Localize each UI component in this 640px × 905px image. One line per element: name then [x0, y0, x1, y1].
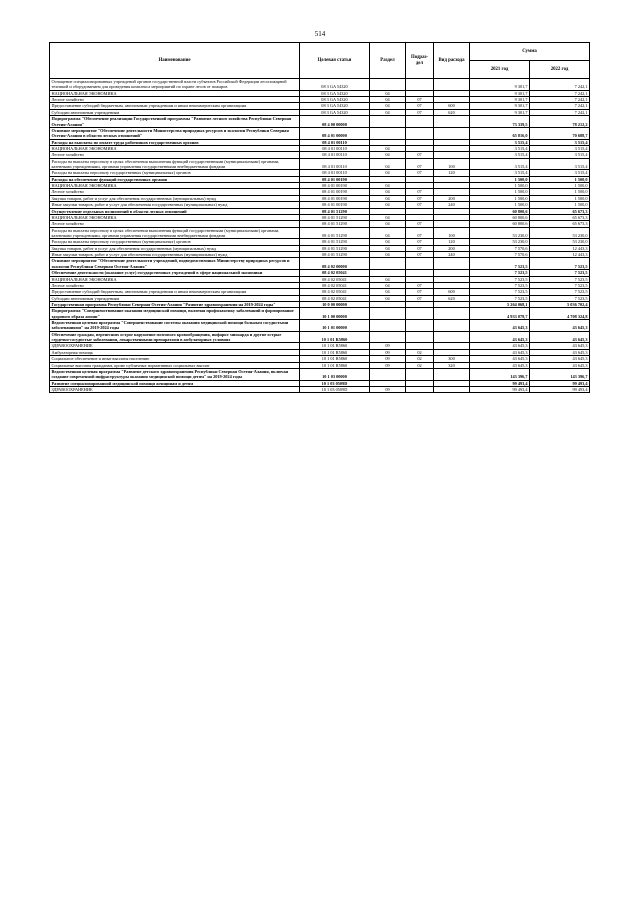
cell-sum-2022: 1 500,0 [530, 176, 590, 182]
cell-sum-2021: 143 396,7 [470, 368, 530, 380]
cell-sum-2022: 4 708 324,8 [530, 308, 590, 320]
cell-sum-2022: 1 500,0 [530, 195, 590, 201]
cell-subsection: 07 [406, 252, 434, 258]
cell-name: Ведомственная целевая программа "Развитие детского здравоохранения Республики Северная Осетия-Алания, включая создание современной инфраструктуры оказания медицинской помощи детям" на 2019-2024 годы [50, 368, 300, 380]
cell-sum-2022: 7 242,1 [530, 109, 590, 115]
cell-sum-2021: 43 645,3 [470, 320, 530, 332]
cell-target-article: 08 4 01 00110 [300, 170, 370, 176]
header-year-2021: 2021 год [470, 61, 530, 79]
cell-sum-2021: 1 500,0 [470, 202, 530, 208]
cell-sum-2021: 1 500,0 [470, 195, 530, 201]
cell-name: Государственная программа Республики Северная Осетия-Алания "Развитие здравоохранения на 2019-2024 годы" [50, 301, 300, 307]
cell-sum-2021: 9 301,7 [470, 103, 530, 109]
cell-sum-2021: 9 301,7 [470, 109, 530, 115]
cell-target-article: 10 1 01 R5860 [300, 362, 370, 368]
cell-name: Развитие специализированной медицинской помощи женщинам и детям [50, 380, 300, 386]
cell-sum-2022: 43 645,3 [530, 343, 590, 349]
cell-subsection: 07 [406, 295, 434, 301]
cell-expense-type [434, 127, 470, 139]
cell-subsection: 07 [406, 282, 434, 288]
cell-name: ЗДРАВООХРАНЕНИЕ [50, 386, 300, 392]
cell-section: 04 [370, 227, 406, 239]
cell-target-article: 08 4 01 51290 [300, 245, 370, 251]
cell-sum-2021: 1 500,0 [470, 176, 530, 182]
cell-section: 04 [370, 214, 406, 220]
cell-target-article: 10 1 03 00000 [300, 368, 370, 380]
cell-name: Подпрограмма "Совершенствование оказания медицинской помощи, включая профилактику заболеваний и формирование здорового образа жизни" [50, 308, 300, 320]
cell-subsection [406, 368, 434, 380]
cell-name: Расходы на обеспечение функций государственных органов [50, 176, 300, 182]
cell-target-article: 08 4 01 00110 [300, 152, 370, 158]
cell-subsection [406, 386, 434, 392]
cell-target-article: 10 1 03 0509D [300, 386, 370, 392]
cell-section [370, 320, 406, 332]
cell-subsection: 02 [406, 356, 434, 362]
cell-subsection: 07 [406, 109, 434, 115]
cell-subsection: 07 [406, 227, 434, 239]
table-row [50, 158, 590, 170]
cell-name: НАЦИОНАЛЬНАЯ ЭКОНОМИКА [50, 145, 300, 151]
table-row [50, 79, 590, 91]
cell-sum-2021: 1 500,0 [470, 183, 530, 189]
cell-target-article: 08 4 01 00110 [300, 145, 370, 151]
cell-name: НАЦИОНАЛЬНАЯ ЭКОНОМИКА [50, 276, 300, 282]
cell-sum-2022: 1 500,0 [530, 183, 590, 189]
cell-name: Обеспечение деятельности (оказание услуг) государственных учреждений в сфере национальной экономики [50, 270, 300, 276]
cell-expense-type [434, 79, 470, 91]
table-row [50, 258, 590, 270]
cell-expense-type [434, 386, 470, 392]
cell-name: Субсидии автономным учреждениям [50, 109, 300, 115]
cell-sum-2022: 65 673,3 [530, 214, 590, 220]
cell-sum-2021: 7 523,5 [470, 276, 530, 282]
cell-target-article: 08 4 01 00190 [300, 183, 370, 189]
cell-sum-2021: 60 800,6 [470, 208, 530, 214]
cell-sum-2022: 3 515,4 [530, 145, 590, 151]
cell-expense-type [434, 320, 470, 332]
cell-section [370, 308, 406, 320]
cell-section: 04 [370, 109, 406, 115]
cell-target-article: 08 4 02 05041 [300, 282, 370, 288]
cell-sum-2021: 60 800,6 [470, 214, 530, 220]
cell-target-article: 08 4 01 51290 [300, 227, 370, 239]
cell-target-article: 08 4 01 00190 [300, 189, 370, 195]
cell-section: 04 [370, 183, 406, 189]
cell-target-article: 08 4 01 00110 [300, 139, 370, 145]
cell-name: Расходы на выплаты персоналу в целях обеспечения выполнения функций государственными (муниципальными) органами, казенными учреждениями, органами управления государственными внебюджетными фондами [50, 227, 300, 239]
cell-target-article: 08 4 01 00000 [300, 127, 370, 139]
table-row [50, 308, 590, 320]
cell-sum-2022: 3 515,4 [530, 139, 590, 145]
budget-table [49, 42, 590, 393]
cell-section: 04 [370, 195, 406, 201]
cell-section: 04 [370, 295, 406, 301]
cell-target-article: 08 4 01 51290 [300, 208, 370, 214]
cell-target-article: 08 4 02 05041 [300, 289, 370, 295]
cell-target-article: 08 4 01 51290 [300, 221, 370, 227]
cell-sum-2021: 65 816,0 [470, 127, 530, 139]
cell-sum-2022: 3 515,4 [530, 158, 590, 170]
cell-expense-type: 120 [434, 170, 470, 176]
cell-section: 04 [370, 202, 406, 208]
cell-target-article: 08 4 01 00110 [300, 158, 370, 170]
cell-name: Лесное хозяйство [50, 221, 300, 227]
cell-name: Обеспечение граждан, перенесших острое нарушение мозгового кровообращения, инфаркт миокарда и другие острые сердечно-сосудистые заболевания, лекарственными препаратами в амбулаторных условиях [50, 331, 300, 343]
cell-name: Осуществление отдельных полномочий в области лесных отношений [50, 208, 300, 214]
cell-name: Закупка товаров, работ и услуг для обеспечения государственных (муниципальных) нужд [50, 195, 300, 201]
cell-section: 04 [370, 245, 406, 251]
cell-subsection: 07 [406, 152, 434, 158]
cell-target-article: 08 3 GA 54320 [300, 79, 370, 91]
cell-section: 04 [370, 97, 406, 103]
cell-target-article: 08 4 01 51290 [300, 252, 370, 258]
cell-sum-2022: 7 523,5 [530, 270, 590, 276]
cell-target-article: 10 0 00 00000 [300, 301, 370, 307]
cell-subsection: 07 [406, 202, 434, 208]
cell-subsection: 07 [406, 239, 434, 245]
cell-target-article: 08 4 00 00000 [300, 116, 370, 128]
cell-sum-2021: 5 264 068,1 [470, 301, 530, 307]
cell-section: 09 [370, 343, 406, 349]
cell-target-article: 10 1 01 R5860 [300, 343, 370, 349]
cell-name: ЗДРАВООХРАНЕНИЕ [50, 343, 300, 349]
cell-sum-2022: 70 688,7 [530, 127, 590, 139]
cell-target-article: 08 3 GA 54320 [300, 103, 370, 109]
cell-target-article: 08 4 01 51290 [300, 214, 370, 220]
cell-section: 04 [370, 252, 406, 258]
cell-sum-2022: 53 230,0 [530, 227, 590, 239]
cell-name: Расходы на выплаты персоналу государственных (муниципальных) органов [50, 170, 300, 176]
header-section: Раздел [370, 43, 406, 79]
cell-name: Основное мероприятие "Обеспечение деятельности Министерства природных ресурсов и экологии Республики Северная Осетия-Алания в области лесных отношений" [50, 127, 300, 139]
cell-sum-2022: 3 515,4 [530, 170, 590, 176]
cell-sum-2021: 7 523,5 [470, 282, 530, 288]
cell-subsection: 07 [406, 170, 434, 176]
cell-target-article: 08 3 GA 54320 [300, 109, 370, 115]
cell-section: 04 [370, 221, 406, 227]
cell-name: Оснащение специализированных учреждений органов государственной власти субъектов Российской Федерации лесопожарной техникой и оборудованием для проведения комплекса мероприятий по охране лесов от пожаров [50, 79, 300, 91]
cell-expense-type: 300 [434, 356, 470, 362]
cell-name: НАЦИОНАЛЬНАЯ ЭКОНОМИКА [50, 214, 300, 220]
cell-expense-type: 620 [434, 295, 470, 301]
cell-section: 04 [370, 152, 406, 158]
cell-name: Социальные выплаты гражданам, кроме публичных нормативных социальных выплат [50, 362, 300, 368]
cell-name: Ведомственная целевая программа "Совершенствование системы оказания медицинской помощи больным сосудистыми заболеваниями" на 2019-2024 годы [50, 320, 300, 332]
cell-sum-2022: 143 396,7 [530, 368, 590, 380]
cell-name: Иные закупки товаров, работ и услуг для обеспечения государственных (муниципальных) нужд [50, 202, 300, 208]
cell-name: Предоставление субсидий бюджетным, автономным учреждениям и иным некоммерческим организациям [50, 289, 300, 295]
cell-section: 04 [370, 289, 406, 295]
cell-name: Амбулаторная помощь [50, 349, 300, 355]
cell-subsection [406, 127, 434, 139]
cell-expense-type: 320 [434, 362, 470, 368]
cell-sum-2022: 43 645,3 [530, 331, 590, 343]
cell-sum-2022: 12 443,3 [530, 245, 590, 251]
cell-expense-type [434, 368, 470, 380]
cell-section [370, 368, 406, 380]
cell-sum-2021: 7 523,5 [470, 270, 530, 276]
cell-sum-2022: 43 645,3 [530, 320, 590, 332]
cell-sum-2022: 65 673,3 [530, 221, 590, 227]
cell-section: 04 [370, 145, 406, 151]
cell-sum-2022: 7 242,1 [530, 97, 590, 103]
cell-section: 09 [370, 362, 406, 368]
cell-name: Основное мероприятие "Обеспечение деятельности учреждений, подведомственных Министерству природных ресурсов и экологии Республики Северная Осетия-Алания" [50, 258, 300, 270]
cell-target-article: 10 1 01 00000 [300, 320, 370, 332]
cell-sum-2021: 53 230,0 [470, 239, 530, 245]
cell-name: Расходы на выплаты персоналу в целях обеспечения выполнения функций государственными (муниципальными) органами, казенными учреждениями, органами управления государственными внебюджетными фондами [50, 158, 300, 170]
cell-expense-type [434, 258, 470, 270]
cell-name: Лесное хозяйство [50, 189, 300, 195]
cell-sum-2022: 99 493,4 [530, 386, 590, 392]
cell-section: 04 [370, 170, 406, 176]
cell-target-article: 08 4 01 00190 [300, 195, 370, 201]
cell-target-article: 08 4 01 51290 [300, 239, 370, 245]
cell-sum-2021: 43 645,3 [470, 356, 530, 362]
cell-subsection: 07 [406, 289, 434, 295]
cell-target-article: 08 4 02 05041 [300, 276, 370, 282]
cell-sum-2021: 3 515,4 [470, 170, 530, 176]
cell-name: Субсидии автономным учреждениям [50, 295, 300, 301]
cell-sum-2022: 12 443,3 [530, 252, 590, 258]
cell-sum-2022: 7 523,5 [530, 258, 590, 270]
cell-sum-2022: 43 645,3 [530, 356, 590, 362]
cell-target-article: 10 1 01 R5860 [300, 356, 370, 362]
cell-sum-2021: 43 645,3 [470, 349, 530, 355]
cell-target-article: 08 3 GA 54320 [300, 97, 370, 103]
cell-sum-2022: 65 673,3 [530, 208, 590, 214]
cell-section [370, 258, 406, 270]
cell-section: 04 [370, 189, 406, 195]
cell-sum-2021: 4 933 079,7 [470, 308, 530, 320]
cell-sum-2022: 3 515,4 [530, 152, 590, 158]
table-row [50, 320, 590, 332]
cell-sum-2021: 3 515,4 [470, 152, 530, 158]
cell-sum-2021: 3 515,4 [470, 145, 530, 151]
cell-sum-2022: 99 493,4 [530, 380, 590, 386]
cell-expense-type [434, 331, 470, 343]
cell-section: 04 [370, 103, 406, 109]
cell-sum-2022: 43 645,3 [530, 362, 590, 368]
header-expense-type: Вид расхода [434, 43, 470, 79]
cell-expense-type: 120 [434, 239, 470, 245]
cell-sum-2021: 7 523,5 [470, 258, 530, 270]
cell-sum-2021: 53 230,0 [470, 227, 530, 239]
cell-sum-2022: 7 523,5 [530, 276, 590, 282]
cell-subsection: 07 [406, 158, 434, 170]
cell-sum-2022: 1 500,0 [530, 202, 590, 208]
cell-section: 04 [370, 276, 406, 282]
cell-name: НАЦИОНАЛЬНАЯ ЭКОНОМИКА [50, 90, 300, 96]
cell-target-article: 08 4 01 00190 [300, 202, 370, 208]
cell-sum-2021: 1 500,0 [470, 189, 530, 195]
table-body [50, 79, 590, 393]
cell-subsection: 07 [406, 245, 434, 251]
cell-sum-2021: 43 645,3 [470, 343, 530, 349]
cell-subsection: 07 [406, 221, 434, 227]
cell-name: Расходы на выплаты персоналу государственных (муниципальных) органов [50, 239, 300, 245]
cell-target-article: 08 3 GA 54320 [300, 90, 370, 96]
cell-sum-2022: 7 242,1 [530, 90, 590, 96]
cell-name: Расходы на выплаты по оплате труда работников государственных органов [50, 139, 300, 145]
cell-section: 04 [370, 282, 406, 288]
cell-sum-2022: 7 523,5 [530, 295, 590, 301]
cell-sum-2021: 7 570,6 [470, 252, 530, 258]
cell-subsection: 07 [406, 97, 434, 103]
cell-name: Лесное хозяйство [50, 97, 300, 103]
table-row [50, 368, 590, 380]
header-name: Наименование [50, 43, 300, 79]
cell-target-article: 10 1 01 R5860 [300, 349, 370, 355]
cell-sum-2021: 43 645,3 [470, 331, 530, 343]
cell-sum-2022: 7 242,1 [530, 79, 590, 91]
cell-sum-2022: 7 523,5 [530, 289, 590, 295]
cell-name: Подпрограмма "Обеспечение реализации Государственной программы "Развитие лесного хозяйства Республики Северная Осетия-Алания" [50, 116, 300, 128]
table-row [50, 116, 590, 128]
cell-expense-type: 100 [434, 227, 470, 239]
cell-sum-2021: 60 800,6 [470, 221, 530, 227]
cell-sum-2021: 3 515,4 [470, 139, 530, 145]
cell-subsection: 02 [406, 349, 434, 355]
cell-sum-2021: 99 493,4 [470, 380, 530, 386]
cell-name: Предоставление субсидий бюджетным, автономным учреждениям и иным некоммерческим организациям [50, 103, 300, 109]
cell-name: Социальное обеспечение и иные выплаты населению [50, 356, 300, 362]
cell-sum-2021: 99 493,4 [470, 386, 530, 392]
cell-section: 09 [370, 356, 406, 362]
cell-sum-2021: 9 301,7 [470, 97, 530, 103]
cell-sum-2022: 53 230,0 [530, 239, 590, 245]
header-subsection: Подраз-дел [406, 43, 434, 79]
cell-name: Закупка товаров, работ и услуг для обеспечения государственных (муниципальных) нужд [50, 245, 300, 251]
cell-expense-type [434, 116, 470, 128]
cell-expense-type: 200 [434, 245, 470, 251]
cell-sum-2021: 9 301,7 [470, 79, 530, 91]
cell-section: 04 [370, 239, 406, 245]
cell-sum-2022: 43 645,3 [530, 349, 590, 355]
cell-expense-type: 600 [434, 289, 470, 295]
cell-section [370, 331, 406, 343]
header-year-2022: 2022 год [530, 61, 590, 79]
table-row [50, 227, 590, 239]
cell-section [370, 79, 406, 91]
header-sum: Сумма [470, 43, 590, 61]
cell-target-article: 08 4 02 05041 [300, 270, 370, 276]
cell-expense-type: 200 [434, 195, 470, 201]
cell-expense-type: 240 [434, 252, 470, 258]
cell-subsection [406, 320, 434, 332]
cell-sum-2022: 1 500,0 [530, 189, 590, 195]
cell-expense-type: 620 [434, 109, 470, 115]
cell-sum-2021: 7 570,6 [470, 245, 530, 251]
cell-subsection [406, 308, 434, 320]
cell-sum-2021: 3 515,4 [470, 158, 530, 170]
cell-name: НАЦИОНАЛЬНАЯ ЭКОНОМИКА [50, 183, 300, 189]
cell-sum-2022: 7 242,1 [530, 103, 590, 109]
cell-section: 09 [370, 349, 406, 355]
cell-subsection [406, 331, 434, 343]
cell-target-article: 08 4 02 00000 [300, 258, 370, 270]
cell-section [370, 127, 406, 139]
cell-subsection [406, 116, 434, 128]
cell-expense-type: 240 [434, 202, 470, 208]
cell-expense-type [434, 308, 470, 320]
cell-sum-2022: 78 212,2 [530, 116, 590, 128]
cell-sum-2021: 9 301,7 [470, 90, 530, 96]
cell-sum-2021: 7 523,5 [470, 289, 530, 295]
cell-name: Лесное хозяйство [50, 152, 300, 158]
table-row [50, 331, 590, 343]
cell-target-article: 10 1 00 00000 [300, 308, 370, 320]
cell-name: Иные закупки товаров, работ и услуг для обеспечения государственных (муниципальных) нужд [50, 252, 300, 258]
cell-sum-2022: 7 523,5 [530, 282, 590, 288]
cell-section: 09 [370, 386, 406, 392]
cell-section [370, 116, 406, 128]
cell-sum-2021: 7 523,5 [470, 295, 530, 301]
cell-sum-2021: 43 645,3 [470, 362, 530, 368]
cell-target-article: 10 1 03 0509D [300, 380, 370, 386]
cell-section: 04 [370, 90, 406, 96]
table-row [50, 127, 590, 139]
cell-subsection [406, 79, 434, 91]
cell-expense-type: 100 [434, 158, 470, 170]
cell-target-article: 08 4 02 05041 [300, 295, 370, 301]
cell-name: Лесное хозяйство [50, 282, 300, 288]
cell-expense-type: 600 [434, 103, 470, 109]
header-target-article: Целевая статья [300, 43, 370, 79]
cell-subsection: 07 [406, 195, 434, 201]
page-number: 514 [314, 30, 326, 38]
cell-subsection: 07 [406, 103, 434, 109]
cell-section: 04 [370, 158, 406, 170]
cell-subsection [406, 258, 434, 270]
cell-sum-2022: 5 036 702,4 [530, 301, 590, 307]
cell-target-article: 08 4 01 00190 [300, 176, 370, 182]
cell-subsection: 02 [406, 362, 434, 368]
cell-subsection: 07 [406, 189, 434, 195]
cell-target-article: 10 1 01 R5860 [300, 331, 370, 343]
cell-sum-2021: 73 339,5 [470, 116, 530, 128]
table-row [50, 386, 590, 392]
